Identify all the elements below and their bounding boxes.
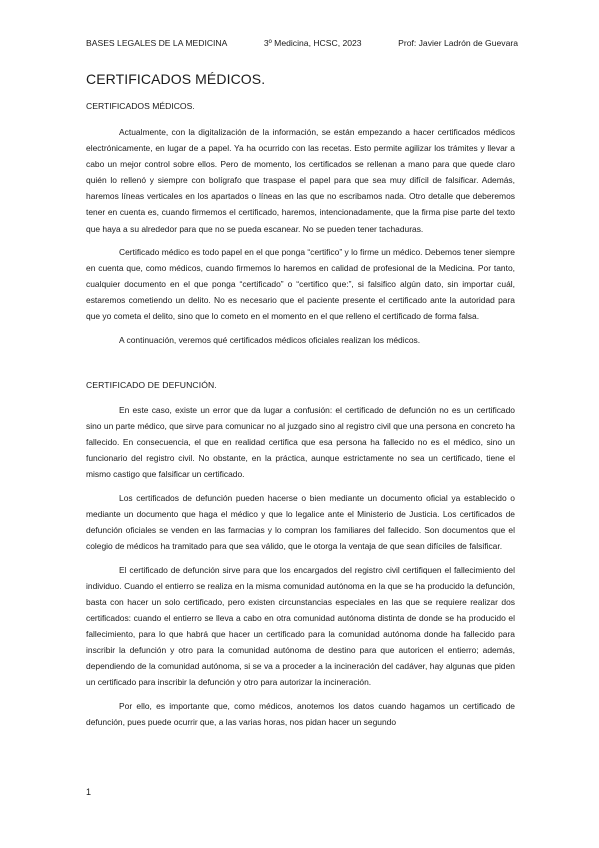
document-body (86, 124, 515, 737)
page-number: 1 (86, 787, 92, 797)
section-subtitle: CERTIFICADOS MÉDICOS. (86, 101, 195, 111)
header-class: 3º Medicina, HCSC, 2023 (263, 38, 362, 48)
paragraph-intro-1: Actualmente, con la digitalización de la información, se están empezando a hacer certificados médicos electrónicamente, en lugar de a papel. Ya ha ocurrido con las recetas. Esto permite agilizar los trámites y llevar a cabo un mejor control sobre ellos. Pero de momento, los certificados se rellenan a mano para que quede claro quién lo rellenó y siempre con bolígrafo que traspase el papel para que sea muy difícil de falsificar. Además, haremos líneas verticales en los apartados o líneas en las que no escribamos nada. Otro detalle que deberemos tener en cuenta es, cuando firmemos el certificado, haremos, intencionadamente, que la firma pise parte del texto que haya a su alrededor para que no se pueda escanear. No se pueden tener tachaduras. (86, 127, 515, 234)
document-title: CERTIFICADOS MÉDICOS. (86, 71, 266, 87)
paragraph-defuncion-4: Por ello, es importante que, como médicos, anotemos los datos cuando hagamos un certificado de defunción, pues puede ocurrir que, a las varias horas, nos pidan hacer un segundo (86, 700, 515, 727)
paragraph-defuncion-2: Los certificados de defunción pueden hacerse o bien mediante un documento oficial ya establecido o mediante un documento que haga el médico y que lo legalice ante el Ministerio de Justicia. Los certificados de defunción oficiales se venden en las farmacias y lo compran los familiares del fallecido. Son documentos que el colegio de médicos ha tramitado para que sea válido, que le otorga la ventaja de que sean difíciles de falsificar. (86, 492, 515, 552)
paragraph-intro-3: A continuación, veremos qué certificados médicos oficiales realizan los médicos. (119, 334, 421, 345)
paragraph-intro-2: Certificado médico es todo papel en el que ponga “certifico” y lo firme un médico. Debemos tener siempre en cuenta que, como médicos, cuando firmemos lo haremos en calidad de profesional de la Medicina. Por tanto, cualquier documento en el que ponga “certificado” o “certifico que:”, si falsifico algún dato, sin importar cuál, estaremos cometiendo un delito. No es necesario que el paciente presente el certificado ante la autoridad para que yo cometa el delito, sino que lo cometo en el momento en el que relleno el certificado de forma falsa. (86, 247, 515, 322)
header-professor: Prof: Javier Ladrón de Guevara (398, 38, 518, 48)
paragraph-defuncion-3: El certificado de defunción sirve para que los encargados del registro civil certifiquen el fallecimiento del individuo. Cuando el entierro se realiza en la misma comunidad autónoma en la que se ha producido la defunción, basta con hacer un solo certificado, pero existen circunstancias especiales en las que se requiere realizar dos certificados: cuando el entierro se lleva a cabo en otra comunidad autónoma distinta de donde se ha producido el fallecimiento, para lo que habrá que hacer un certificado para la comunidad autónoma donde ha fallecido para inscribir la defunción y otro para la comunidad autónoma de destino para que autoricen el entierro; además, dependiendo de la comunidad autónoma, si se va a proceder a la incineración del cadáver, hay algunas que piden un certificado para inscribir la defunción y otro para autorizar la incineración. (86, 564, 515, 688)
paragraph-defuncion-1: En este caso, existe un error que da lugar a confusión: el certificado de defunción no es un certificado sino un parte médico, que sirve para comunicar no al juzgado sino al registro civil que una persona en concreto ha fallecido. En consecuencia, el que en realidad certifica que esa persona ha fallecido no es el médico, sino un funcionario del registro civil. No obstante, en la práctica, aunque estrictamente no sea un certificado, tiene el mismo castigo que falsificar un certificado. (86, 405, 515, 480)
running-header (86, 38, 518, 48)
header-course: BASES LEGALES DE LA MEDICINA (86, 38, 228, 48)
section-heading: CERTIFICADO DE DEFUNCIÓN. (86, 380, 217, 390)
